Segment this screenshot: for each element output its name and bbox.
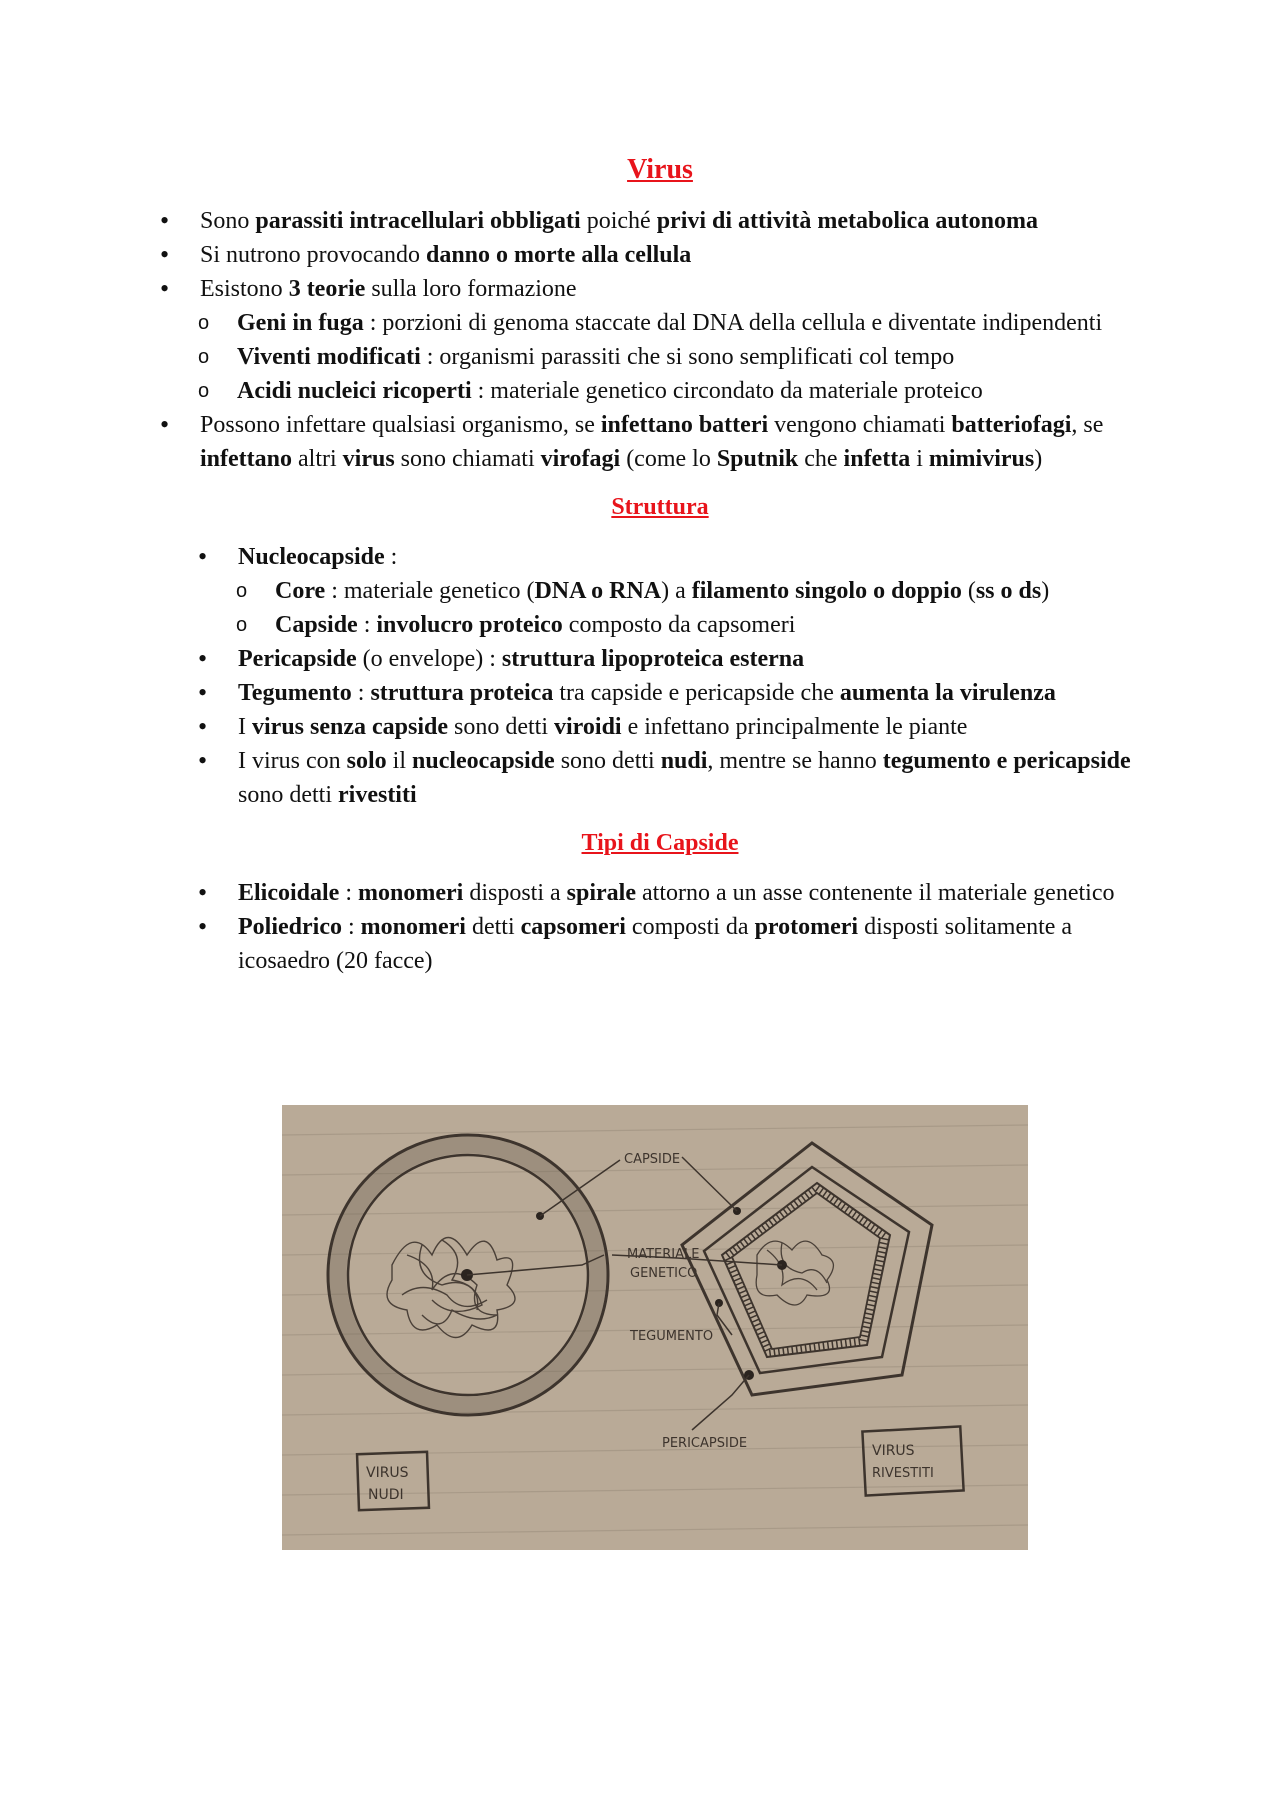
bold-text: Nucleocapside (238, 544, 385, 570)
bold-text: danno o morte alla cellula (425, 242, 692, 268)
virus-drawing-figure (282, 1105, 1028, 1550)
text: ) (1041, 578, 1050, 604)
bold-text: involucro proteico (376, 612, 563, 638)
bold-text: aumenta la virulenza (839, 680, 1056, 706)
text: sulla loro formazione (365, 276, 577, 302)
bold-text: DNA o RNA (534, 578, 662, 604)
text: ) (1034, 446, 1043, 472)
bold-text: monomeri (358, 880, 464, 906)
bold-text: infetta (843, 446, 911, 472)
struttura-sublist (198, 574, 1160, 642)
bold-text: Poliedrico (238, 914, 342, 940)
document-content (160, 150, 1160, 978)
intro-sub-bullet (198, 340, 1160, 374)
bold-text: Viventi modificati (237, 344, 421, 370)
bold-text: struttura lipoproteica esterna (501, 646, 805, 672)
text: attorno a un asse contenente il materiale genetico (636, 880, 1115, 906)
bold-text: filamento singolo o doppio (691, 578, 962, 604)
bold-text: privi di attività metabolica autonoma (656, 208, 1039, 234)
text: : (341, 914, 361, 940)
bold-text: virus senza capside (252, 714, 449, 740)
text: : (357, 612, 377, 638)
intro-sub-bullet (198, 374, 1160, 408)
tipi-bullet (198, 876, 1160, 910)
text: ( (961, 578, 976, 604)
text: sono detti (448, 714, 555, 740)
label-virus-nudi-2: NUDI (368, 1487, 404, 1503)
text: detti (465, 914, 521, 940)
text: : (339, 880, 359, 906)
box-virus-rivestiti (862, 1426, 963, 1495)
text: sono detti (554, 748, 661, 774)
bold-text: Sputnik (716, 446, 799, 472)
drawing-labels (624, 1152, 747, 1451)
bold-text: viroidi (554, 714, 622, 740)
bold-text: Core (275, 578, 326, 604)
section-title-tipi-capside: Tipi di Capside (581, 830, 739, 856)
text: sono chiamati (394, 446, 541, 472)
intro-bullet (160, 238, 1160, 272)
struttura-bullet (198, 642, 1160, 676)
label-capside: CAPSIDE (624, 1152, 681, 1167)
text: (o envelope) : (356, 646, 502, 672)
text: composti da (625, 914, 755, 940)
text: Sono (200, 208, 256, 234)
intro-sub-bullet (198, 306, 1160, 340)
text: e infettano principalmente le piante (621, 714, 968, 740)
text: : (351, 680, 371, 706)
text: (come lo (620, 446, 717, 472)
bold-text: 3 teorie (288, 276, 366, 302)
text: composto da capsomeri (562, 612, 796, 638)
intro-bullet (160, 272, 1160, 408)
text: il (386, 748, 413, 774)
bold-text: monomeri (360, 914, 466, 940)
struttura-list (160, 540, 1160, 812)
bold-text: struttura proteica (370, 680, 554, 706)
bold-text: rivestiti (338, 782, 417, 808)
bold-text: Capside (275, 612, 358, 638)
bold-text: nucleocapside (412, 748, 555, 774)
struttura-bullet (198, 710, 1160, 744)
struttura-bullet (198, 744, 1160, 812)
bold-text: tegumento e pericapside (882, 748, 1131, 774)
bold-text: solo (346, 748, 387, 774)
text: ) a (661, 578, 692, 604)
bold-text: capsomeri (520, 914, 626, 940)
text: : organismi parassiti che si sono semplificati col tempo (420, 344, 955, 370)
text: : materiale genetico ( (325, 578, 535, 604)
bold-text: Acidi nucleici ricoperti (237, 378, 472, 404)
text: Esistono (200, 276, 289, 302)
intro-sublist (160, 306, 1160, 408)
bold-text: protomeri (754, 914, 859, 940)
text: Possono infettare qualsiasi organismo, se (200, 412, 601, 438)
label-virus-rivestiti-2: RIVESTITI (872, 1466, 934, 1481)
text: , mentre se hanno (707, 748, 883, 774)
text: disposti solitamente a icosaedro (20 facce) (238, 914, 1073, 974)
label-pericapside: PERICAPSIDE (662, 1436, 748, 1451)
bold-text: virofagi (540, 446, 621, 472)
bold-text: Elicoidale (238, 880, 340, 906)
section-title-struttura: Struttura (611, 494, 709, 520)
text: sono detti (238, 782, 338, 808)
enveloped-virus (682, 1143, 932, 1395)
struttura-bullet (198, 540, 1160, 642)
text: I virus con (238, 748, 347, 774)
label-virus-rivestiti-1: VIRUS (872, 1443, 915, 1459)
label-genetico: GENETICO (630, 1266, 698, 1281)
tipi-bullet (198, 910, 1160, 978)
intro-bullet (160, 204, 1160, 238)
label-materiale: MATERIALE (627, 1247, 700, 1262)
bold-text: ss o ds (975, 578, 1042, 604)
struttura-bullet (198, 676, 1160, 710)
bold-text: infettano batteri (600, 412, 769, 438)
text: : materiale genetico circondato da materiale proteico (471, 378, 983, 404)
text: , se (1071, 412, 1104, 438)
bold-text: infettano (200, 446, 292, 472)
bold-text: Pericapside (238, 646, 357, 672)
text: poiché (580, 208, 657, 234)
box-virus-nudi (357, 1452, 429, 1510)
text: I (238, 714, 252, 740)
text: vengono chiamati (768, 412, 952, 438)
label-tegumento: TEGUMENTO (630, 1329, 714, 1344)
label-virus-nudi-1: VIRUS (366, 1465, 409, 1481)
intro-list (160, 204, 1160, 476)
bold-text: nudi (660, 748, 708, 774)
page-title: Virus (627, 154, 693, 185)
struttura-sub-bullet (236, 608, 1160, 642)
bold-text: parassiti intracellulari obbligati (255, 208, 581, 234)
bold-text: Tegumento (238, 680, 352, 706)
virus-drawing (282, 1105, 1028, 1550)
intro-bullet (160, 408, 1160, 476)
bold-text: Geni in fuga (237, 310, 364, 336)
bold-text: spirale (566, 880, 636, 906)
text: : porzioni di genoma staccate dal DNA della cellula e diventate indipendenti (363, 310, 1103, 336)
text: : (384, 544, 398, 570)
text: i (910, 446, 929, 472)
text: disposti a (463, 880, 567, 906)
text: Si nutrono provocando (200, 242, 426, 268)
text: che (798, 446, 844, 472)
bold-text: mimivirus (928, 446, 1035, 472)
tipi-capside-list (160, 876, 1160, 978)
bold-text: batteriofagi (951, 412, 1072, 438)
bold-text: virus (342, 446, 395, 472)
genetic-material-scribble-2 (756, 1241, 833, 1305)
struttura-sub-bullet (236, 574, 1160, 608)
text: tra capside e pericapside che (553, 680, 840, 706)
text: altri (292, 446, 343, 472)
